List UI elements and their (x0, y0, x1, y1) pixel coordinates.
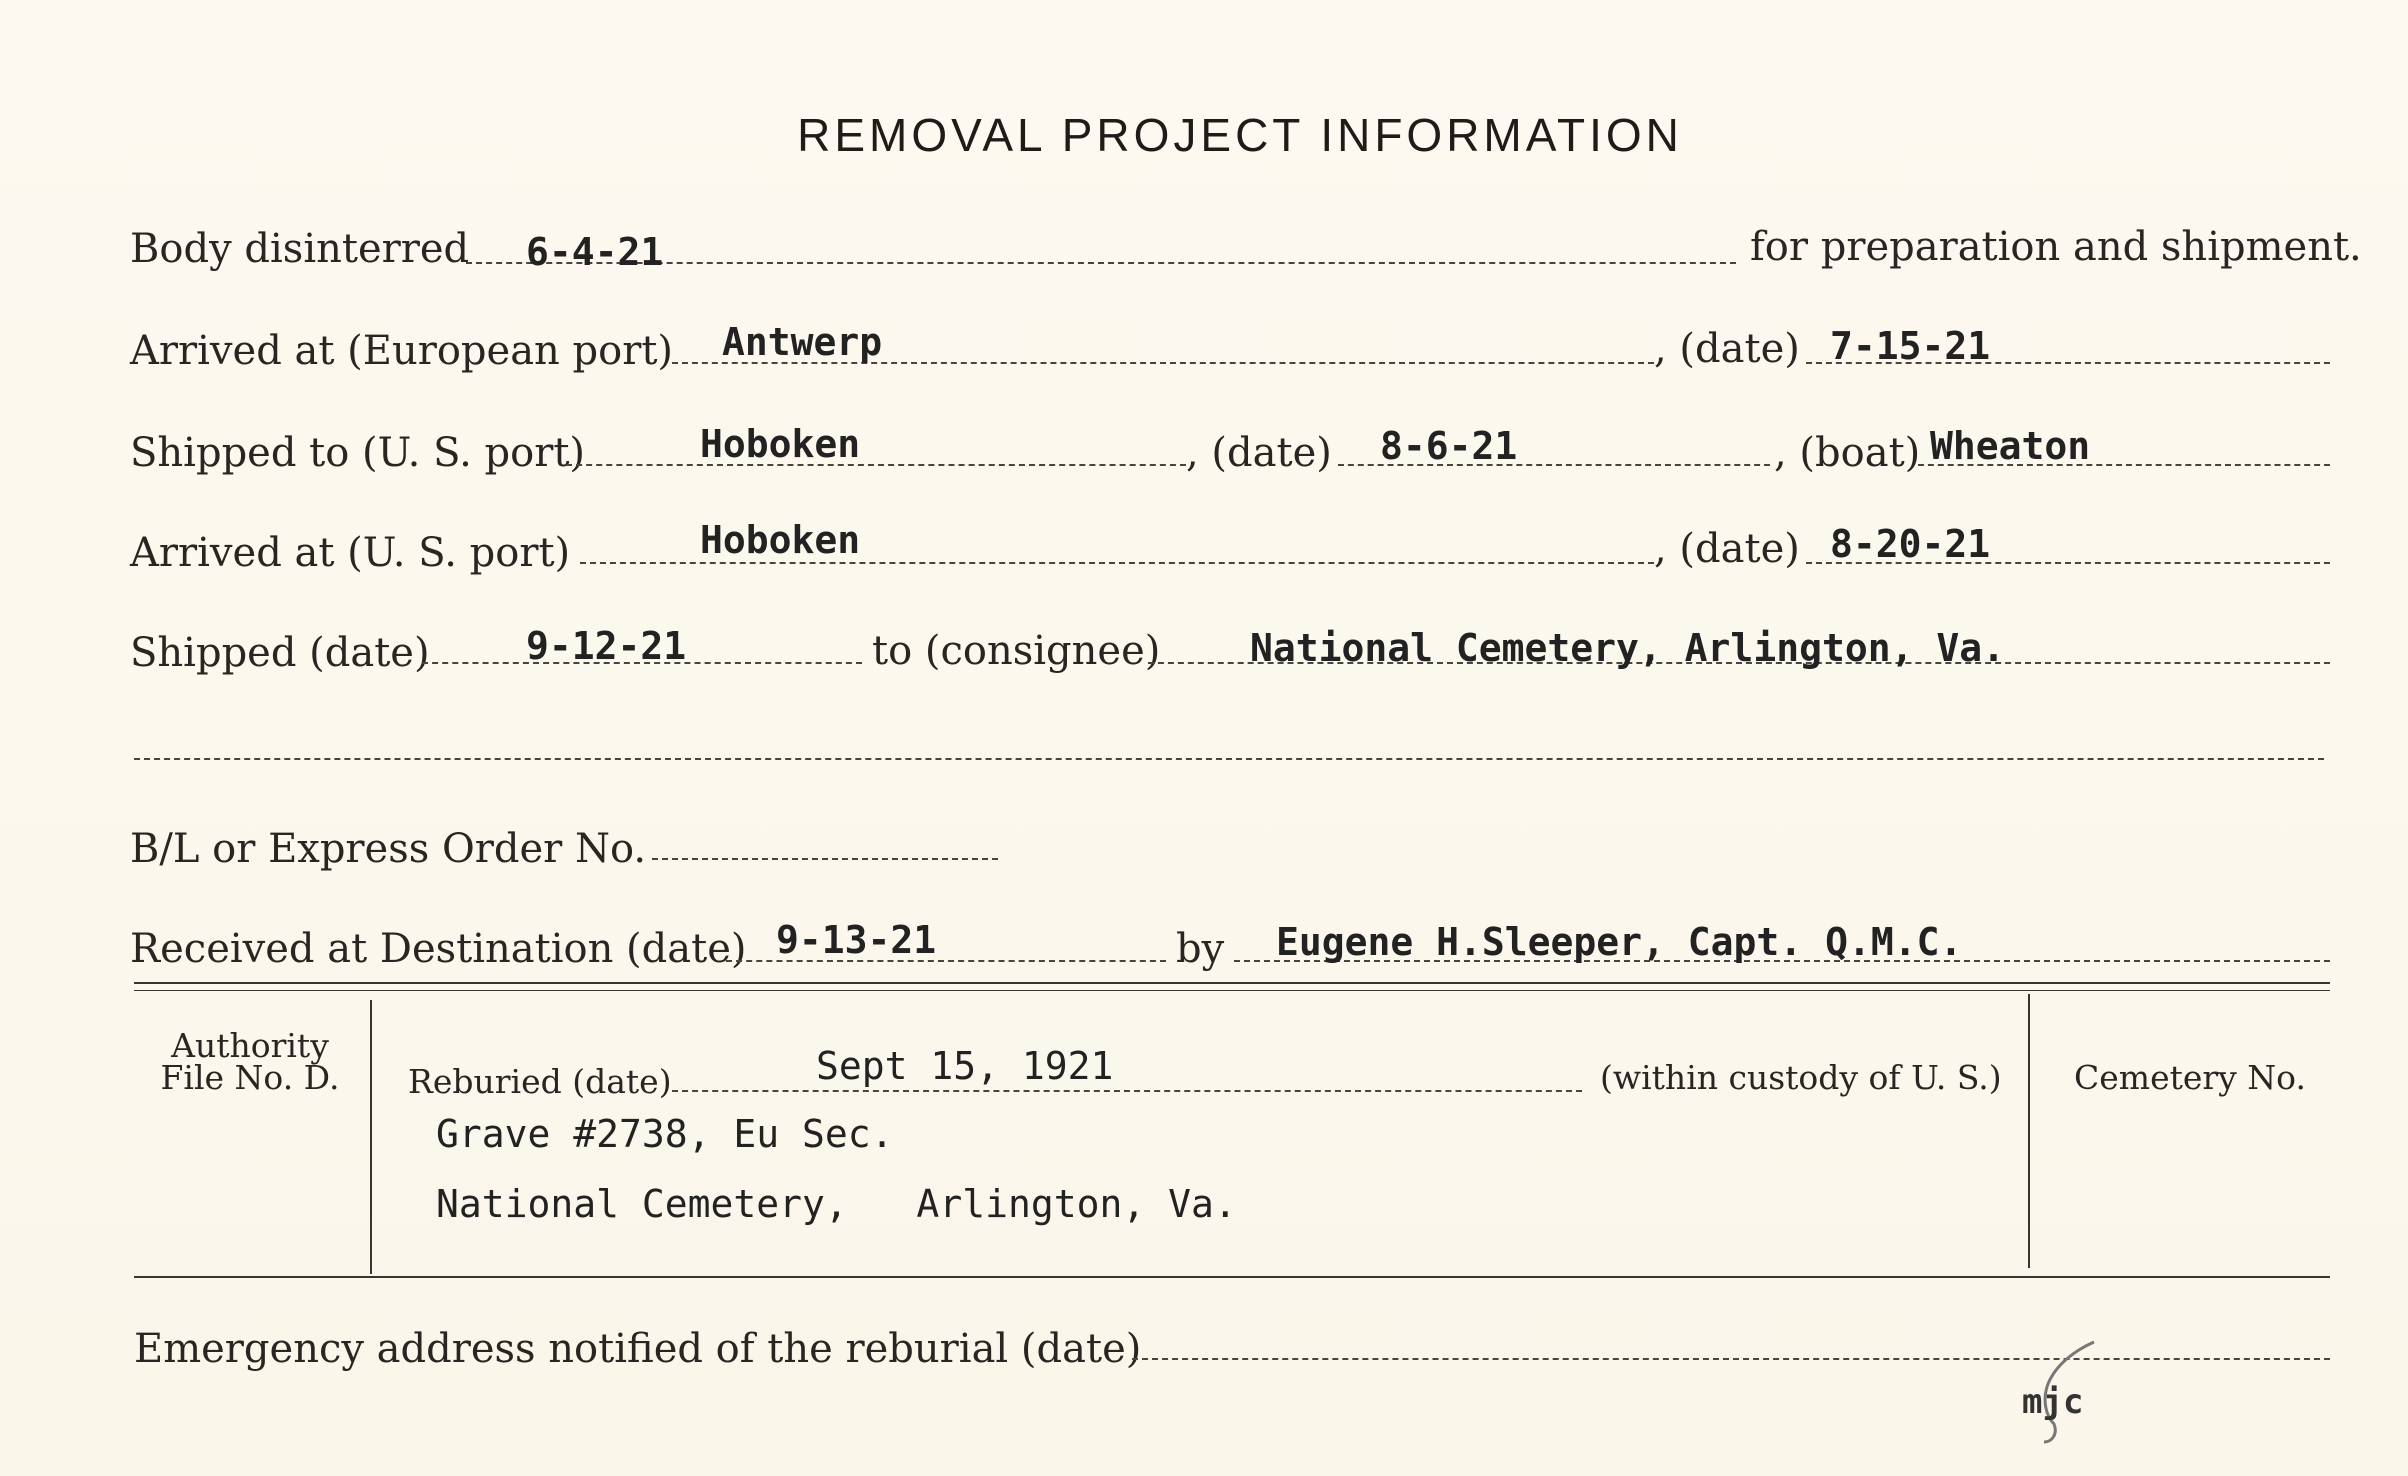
received-date: 9-13-21 (776, 918, 937, 962)
custody-label: (within custody of U. S.) (1600, 1058, 2002, 1097)
shipped-us-date-label: , (date) (1186, 430, 1332, 476)
disinterred-suffix: for preparation and shipment. (1750, 224, 2362, 270)
bl-order-label: B/L or Express Order No. (130, 826, 647, 872)
box-top-rule-inner (134, 990, 2330, 991)
shipped-us-boat-label: , (boat) (1774, 430, 1921, 476)
disinterred-date: 6-4-21 (526, 230, 664, 274)
arrived-us-label: Arrived at (U. S. port) (130, 530, 571, 576)
authority-file-label: Authority File No. D. (160, 1026, 340, 1097)
arrived-us-date-label: , (date) (1654, 526, 1800, 572)
disinterred-label: Body disinterred (130, 226, 470, 272)
location-line: National Cemetery, Arlington, Va. (436, 1182, 1237, 1226)
emergency-line (1132, 1358, 2330, 1360)
arrived-us-date: 8-20-21 (1830, 522, 1991, 566)
box-divider-left (370, 1000, 372, 1274)
shipped-us-line (566, 464, 1186, 466)
shipped-us-boat: Wheaton (1930, 424, 2091, 468)
arrived-us-line (580, 562, 1654, 564)
shipped-us-label: Shipped to (U. S. port) (130, 430, 585, 476)
arrived-us-port: Hoboken (700, 518, 861, 562)
arrived-europe-port: Antwerp (722, 320, 883, 364)
form-title: REMOVAL PROJECT INFORMATION (797, 109, 1683, 161)
box-top-rule (134, 982, 2330, 984)
arrived-europe-date: 7-15-21 (1830, 324, 1991, 368)
reburied-line (672, 1090, 1582, 1092)
received-label: Received at Destination (date) (130, 926, 747, 972)
shipped-date: 9-12-21 (526, 624, 687, 668)
consignee-label: to (consignee) (872, 628, 1161, 674)
arrived-europe-date-label: , (date) (1654, 326, 1800, 372)
shipped-label: Shipped (date) (130, 630, 430, 676)
shipped-us-date: 8-6-21 (1380, 424, 1518, 468)
bl-order-line (652, 858, 998, 860)
received-by-label: by (1176, 926, 1225, 972)
box-bottom-rule (134, 1276, 2330, 1278)
received-by: Eugene H.Sleeper, Capt. Q.M.C. (1276, 920, 1963, 964)
clerk-initials: mjc (2022, 1382, 2084, 1422)
reburied-label: Reburied (date) (408, 1062, 672, 1101)
grave-line: Grave #2738, Eu Sec. (436, 1112, 894, 1156)
box-divider-right (2028, 994, 2030, 1268)
blank-line (134, 758, 2324, 760)
arrived-europe-label: Arrived at (European port) (130, 328, 674, 374)
reburied-date: Sept 15, 1921 (816, 1044, 1114, 1088)
emergency-label: Emergency address notified of the reburial (date) (134, 1326, 1142, 1372)
shipped-us-port: Hoboken (700, 422, 861, 466)
cemetery-no-label: Cemetery No. (2074, 1058, 2306, 1097)
consignee: National Cemetery, Arlington, Va. (1250, 626, 2005, 670)
